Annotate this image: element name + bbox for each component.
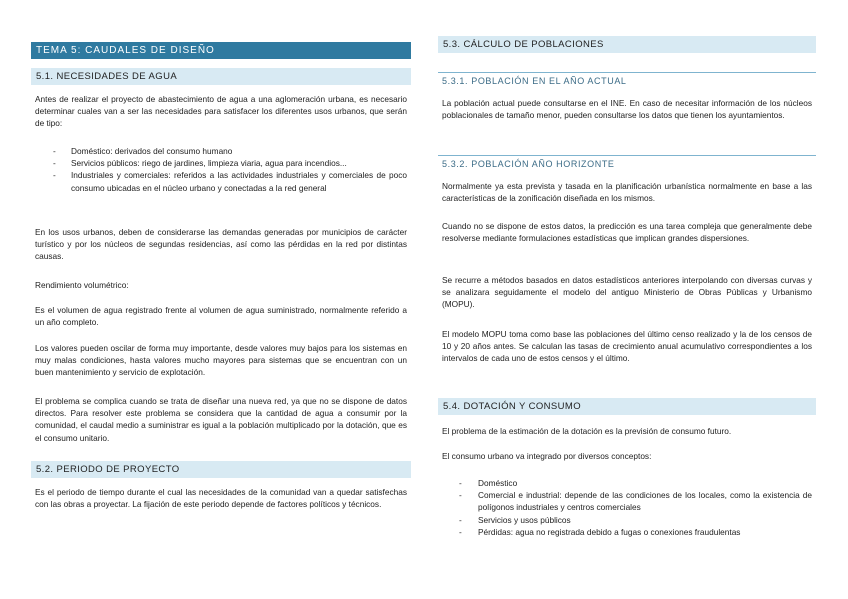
dash-marker: - xyxy=(53,146,56,156)
list-item: - Comercial e industrial: depende de las condiciones de los locales, como la existencia de polígonos industriales y centros comerciales xyxy=(459,490,812,513)
chapter-title: TEMA 5: CAUDALES DE DISEÑO xyxy=(31,42,411,59)
s51-intro: Antes de realizar el proyecto de abastecimiento de agua a una aglomeración urbana, es necesario determinar cuales van a ser las necesidades para satisfacer los diferentes usos urbanos, que serán de tipo: xyxy=(35,94,407,129)
s51-paragraph-3: Rendimiento volumétrico: xyxy=(35,280,129,290)
s54-paragraph-1: El problema de la estimación de la dotación es la previsión de consumo futuro. xyxy=(442,426,732,436)
s532-paragraph-2: Cuando no se dispone de estos datos, la predicción es una tarea compleja que generalmente debe resolverse mediante formulaciones estadísticas que implican grandes dispersiones. xyxy=(442,221,812,244)
dash-marker: - xyxy=(53,170,56,181)
dash-marker: - xyxy=(459,478,462,488)
s51-paragraph-2: En los usos urbanos, deben de considerarse las demandas generadas por municipios de carácter turístico y por los núcleos de segundas residencias, así como las pérdidas en la red por distintas causas. xyxy=(35,227,407,262)
dash-marker: - xyxy=(459,526,462,537)
s531-paragraph-1: La población actual puede consultarse en el INE. En caso de necesitar información de los núcleos poblacionales de tamaño menor, pueden consultarse los datos que tienen los ayuntamientos. xyxy=(442,98,812,121)
list-item: - Doméstico: derivados del consumo humano xyxy=(53,146,233,156)
s532-paragraph-4: El modelo MOPU toma como base las poblaciones del último censo realizado y la de los censos de 10 y 20 años antes. Se calculan las tasas de crecimiento anual acumulativo correspondientes a los intervalos de cada uno de estos censos y el último. xyxy=(442,329,812,364)
dash-marker: - xyxy=(53,158,56,169)
section-5-3-2-title: 5.3.2. POBLACIÓN AÑO HORIZONTE xyxy=(438,155,816,169)
s532-paragraph-3: Se recurre a métodos basados en datos estadísticos anteriores interpolando con diversas curvas y se analizara seguidamente el modelo del antiguo Ministerio de Obras Públicas y Urbanismo (MOPU). xyxy=(442,275,812,310)
section-5-2-title: 5.2. PERIODO DE PROYECTO xyxy=(31,461,411,478)
s51-list xyxy=(31,145,411,194)
dash-marker: - xyxy=(459,490,462,501)
s52-paragraph-1: Es el periodo de tiempo durante el cual las necesidades de la comunidad van a quedar satisfechas con las obras a proyectar. La fijación de este periodo depende de factores políticos y técnicos. xyxy=(35,487,407,510)
list-item: - Doméstico xyxy=(459,478,518,488)
list-item: - Pérdidas: agua no registrada debido a fugas o conexiones fraudulentas xyxy=(459,526,741,537)
s54-list xyxy=(438,477,816,538)
list-item: - Servicios y usos públicos xyxy=(459,514,571,525)
section-5-1-title: 5.1. NECESIDADES DE AGUA xyxy=(31,68,411,85)
section-5-3-title: 5.3. CÁLCULO DE POBLACIONES xyxy=(438,36,816,53)
s51-paragraph-5: Los valores pueden oscilar de forma muy importante, desde valores muy bajos para los sistemas en muy malas condiciones, hasta valores mucho mayores para sistemas que se encuentran con un buen mantenimiento y servicio de explotación. xyxy=(35,343,407,378)
section-5-4-title: 5.4. DOTACIÓN Y CONSUMO xyxy=(438,398,816,415)
s54-paragraph-2: El consumo urbano va integrado por diversos conceptos: xyxy=(442,451,652,461)
s532-paragraph-1: Normalmente ya esta prevista y tasada en la planificación urbanística normalmente en base a las características de la zonificación diseñada en los mismos. xyxy=(442,181,812,204)
s51-paragraph-4: Es el volumen de agua registrado frente al volumen de agua suministrado, normalmente referido a un año completo. xyxy=(35,305,407,328)
dash-marker: - xyxy=(459,514,462,525)
list-item: - Industriales y comerciales: referidos a las actividades industriales y comerciales de poco consumo ubicadas en el núcleo urbano y conectadas a la red general xyxy=(53,170,407,193)
list-item: - Servicios públicos: riego de jardines, limpieza viaria, agua para incendios... xyxy=(53,158,347,169)
section-5-3-1-title: 5.3.1. POBLACIÓN EN EL AÑO ACTUAL xyxy=(438,72,816,86)
s51-paragraph-6: El problema se complica cuando se trata de diseñar una nueva red, ya que no se dispone de datos directos. Para resolver este problema se considera que la cantidad de agua a consumir por la comunidad, el caudal medio a suministrar es igual a la población multiplicado por la dotación, que es el consumo unitario. xyxy=(35,396,407,443)
